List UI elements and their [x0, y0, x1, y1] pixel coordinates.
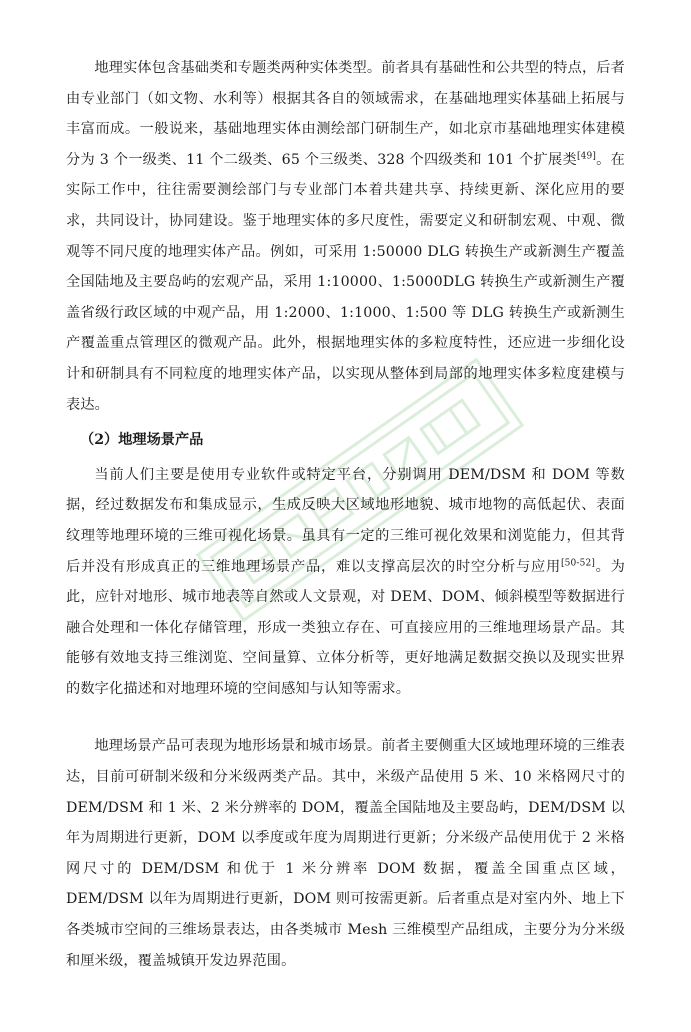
document-body [66, 53, 625, 976]
citation: [50-52] [560, 557, 595, 568]
citation: [49] [576, 151, 597, 162]
paragraph-text: 。为此，应针对地形、城市地表等自然或人文景观，对 DEM、DOM、倾斜模型等数据进行融合处理和一体化存储管理，形成一类独立存在、可直接应用的三维地理场景产品。其能够有效地支持三维浏览、空间量算、立体分析等，更好地满足数据交换以及现实世界的数字化描述和对地理环境的空间感知与认知等需求。 [66, 558, 625, 697]
paragraph-scene-products: 地理场景产品可表现为地形场景和城市场景。前者主要侧重大区域地理环境的三维表达，目前可研制米级和分米级两类产品。其中，米级产品使用 5 米、10 米格网尺寸的 DEM/DSM 和 1 米、2 米分辨率的 DOM，覆盖全国陆地及主要岛屿，DEM/DSM 以年为周期进行更新，DOM 以季度或年度为周期进行更新；分米级产品使用优于 2 米格网尺寸的 DEM/DSM 和优于 1 米分辨率 DOM 数据，覆盖全国重点区域，DEM/DSM 以年为周期进行更新，DOM 则可按需更新。后者重点是对室内外、地上下各类城市空间的三维场景表达，由各类城市 Mesh 三维模型产品组成，主要分为分米级和厘米级，覆盖城镇开发边界范围。 [66, 738, 625, 969]
paragraph-geographic-entity [66, 53, 625, 420]
paragraph-text: 当前人们主要是使用专业软件或特定平台，分别调用 DEM/DSM 和 DOM 等数据，经过数据发布和集成显示，生成反映大区域地形地貌、城市地物的高低起伏、表面纹理等地理环境的三维可视化场景。虽具有一定的三维可视化效果和浏览能力，但其背后并没有形成真正的三维地理场景产品，难以支撑高层次的时空分析与应用 [66, 466, 625, 575]
paragraph-text: 地理实体包含基础类和专题类两种实体类型。前者具有基础性和公共型的特点，后者由专业部门（如文物、水利等）根据其各自的领域需求，在基础地理实体基础上拓展与丰富而成。一般说来，基础地理实体由测绘部门研制生产，如北京市基础地理实体建模分为 3 个一级类、11 个二级类、65 个三级类、328 个四级类和 101 个扩展类 [66, 60, 625, 168]
paragraph-gap [66, 704, 625, 731]
paragraph-text: 。在实际工作中，往往需要测绘部门与专业部门本着共建共享、持续更新、深化应用的要求，共同设计，协同建设。鉴于地理实体的多尺度性，需要定义和研制宏观、中观、微观等不同尺度的地理实体产品。例如，可采用 1:50000 DLG 转换生产或新测生产覆盖全国陆地及主要岛屿的宏观产品，采用 1:10000、1:5000DLG 转换生产或新测生产覆盖省级行政区域的中观产品，用 1:2000、1:1000、1:500 等 DLG 转换生产或新测生产覆盖重点管理区的微观产品。此外，根据地理实体的多粒度特性，还应进一步细化设计和研制具有不同粒度的地理实体产品，以实现从整体到局部的地理实体多粒度建模与表达。 [66, 151, 625, 413]
section-heading: （2）地理场景产品 [80, 432, 204, 449]
paragraph-scene-current [66, 460, 625, 705]
